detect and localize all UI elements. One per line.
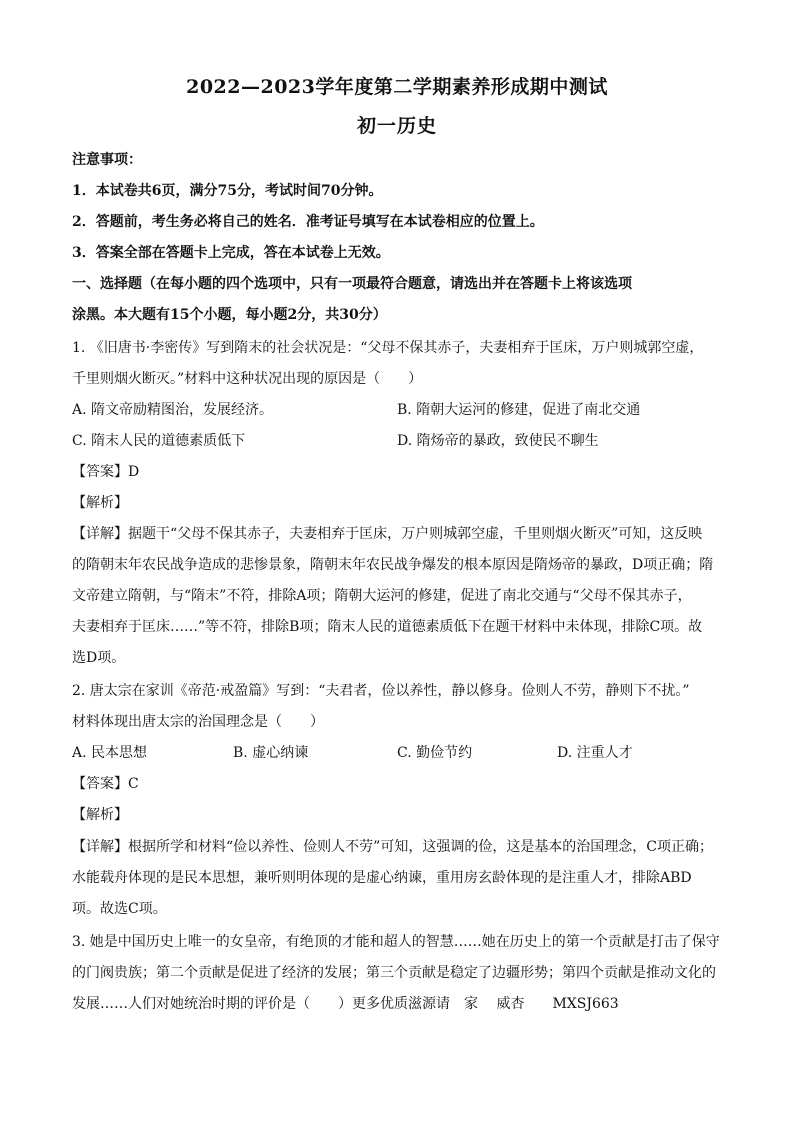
q1-option-d: D. 隋炀帝的暴政，致使民不聊生 [397,433,599,449]
notice-item-2: 2．答题前，考生务必将自己的姓名．准考证号填写在本试卷相应的位置上。 [72,214,544,230]
section-heading-line-1: 一、选择题（在每小题的四个选项中，只有一项最符合题意，请选出并在答题卡上将该选项 [72,276,632,292]
q3-stem-line-2: 的门阀贵族；第二个贡献是促进了经济的发展；第三个贡献是稳定了边疆形势；第四个贡献是推动文化的 [72,965,716,981]
q1-option-c: C. 隋末人民的道德素质低下 [72,433,246,449]
q1-option-b: B. 隋朝大运河的修建，促进了南北交通 [397,402,641,418]
q2-detail-line-3: 项。故选C项。 [72,901,167,917]
q1-detail-line-2: 的隋朝末年农民战争造成的悲惨景象，隋朝末年农民战争爆发的根本原因是隋炀帝的暴政，D项正确；隋 [72,557,714,573]
q2-detail-line-1: 【详解】根据所学和材料“俭以养性、俭则人不劳”可知，这强调的俭，这是基本的治国理念，C项正确； [72,839,714,855]
q1-option-a: A. 隋文帝励精图治，发展经济。 [72,402,274,418]
q3-stem-line-1: 3. 她是中国历史上唯一的女皇帝，有绝顶的才能和超人的智慧……她在历史上的第一个贡献是打击了保守 [72,934,720,950]
exam-title: 2022—2023学年度第二学期素养形成期中测试 [186,76,608,98]
q1-detail-line-1: 【详解】据题干“父母不保其赤子，夫妻相弃于匡床，万户则城郭空虚，千里则烟火断灭”可知，这反映 [72,526,703,542]
q2-analysis-label: 【解析】 [72,807,128,823]
q2-detail-line-2: 水能载舟体现的是民本思想，兼听则明体现的是虚心纳谏，重用房玄龄体现的是注重人才，排除ABD [72,870,692,886]
q2-stem-line-1: 2. 唐太宗在家训《帝范·戒盈篇》写到：“夫君者，俭以养性，静以修身。俭则人不劳，静则下不扰。” [72,683,690,699]
q1-answer: 【答案】D [72,464,140,480]
q2-option-c: C. 勤俭节约 [397,745,473,761]
notice-heading: 注意事项： [72,152,142,168]
q1-stem-line-1: 1. 《旧唐书·李密传》写到隋末的社会状况是：“父母不保其赤子，夫妻相弃于匡床，万户则城郭空虚， [72,340,704,356]
q2-option-d: D. 注重人才 [557,745,633,761]
q1-detail-line-5: 选D项。 [72,650,126,666]
q2-answer: 【答案】C [72,776,139,792]
q2-stem-line-2: 材料体现出唐太宗的治国理念是（ ） [72,714,324,730]
section-heading-line-2: 涂黑。本大题有15个小题，每小题2分，共30分） [72,307,387,323]
q2-option-b: B. 虚心纳谏 [233,745,309,761]
notice-item-3: 3．答案全部在答题卡上完成，答在本试卷上无效。 [72,245,390,261]
exam-subtitle: 初一历史 [356,115,437,137]
q3-stem-line-3: 发展……人们对她统治时期的评价是（ ）更多优质滋源请 家 威杏 MXSJ663 [72,996,619,1012]
q1-detail-line-4: 夫妻相弃于匡床……”等不符，排除B项；隋末人民的道德素质低下在题干材料中未体现，排除C项。故 [72,619,703,635]
q1-detail-line-3: 文帝建立隋朝，与“隋末”不符，排除A项；隋朝大运河的修建，促进了南北交通与“父母不保其赤子， [72,588,692,604]
notice-item-1: 1．本试卷共6页，满分75分，考试时间70分钟。 [72,183,383,199]
q2-option-a: A. 民本思想 [72,745,148,761]
q1-stem-line-2: 千里则烟火断灭。”材料中这种状况出现的原因是（ ） [72,371,423,387]
q1-analysis-label: 【解析】 [72,495,128,511]
